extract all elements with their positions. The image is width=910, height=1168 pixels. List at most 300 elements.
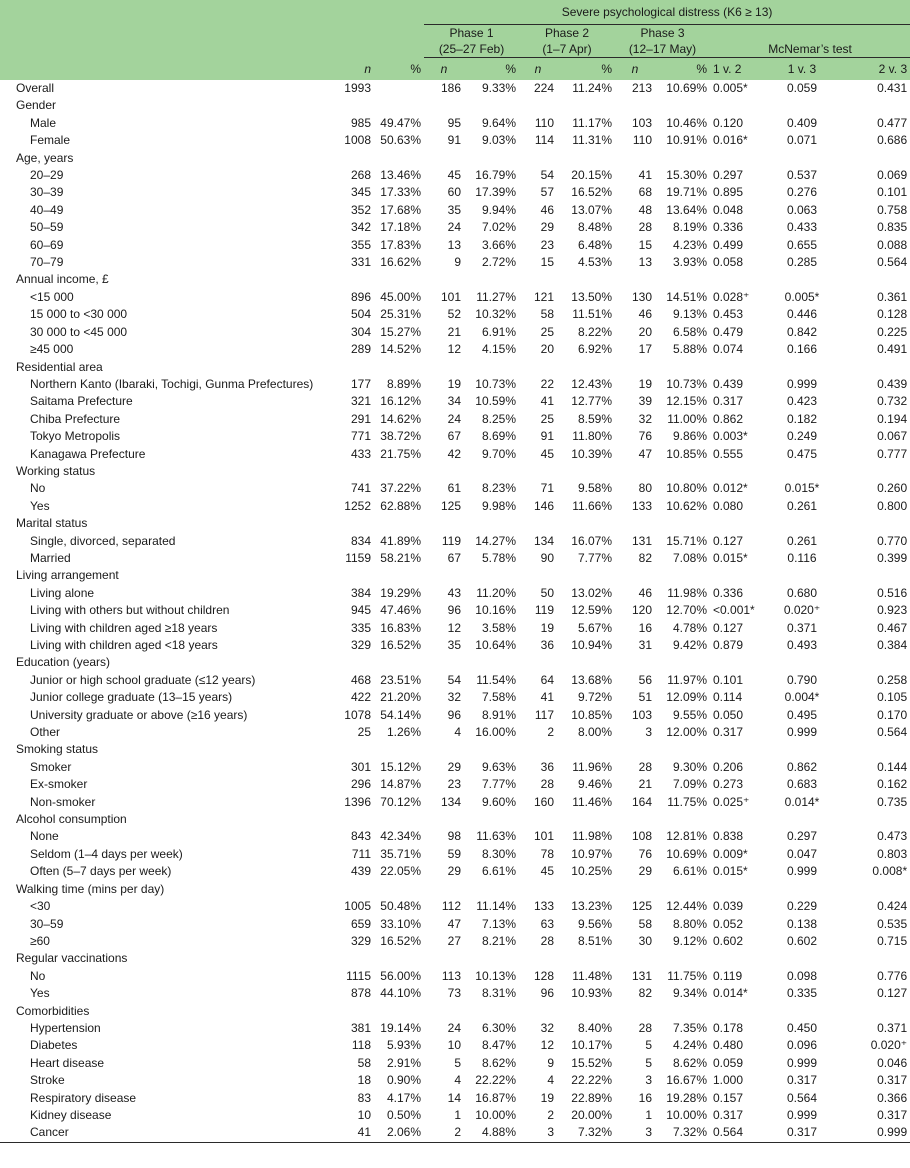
table-row [0, 167, 910, 184]
row-cell: 12 [447, 342, 461, 357]
row-cell: 13.68% [571, 672, 612, 687]
row-cell: 54 [447, 672, 461, 687]
row-cell: 8.19% [672, 220, 707, 235]
table-row [0, 550, 910, 567]
row-cell: 17.83% [380, 237, 421, 252]
row-cell: 8.59% [577, 411, 612, 426]
row-cell [374, 80, 424, 97]
row-cell [464, 1003, 519, 1020]
col-2v3: 2 v. 3 [832, 58, 910, 81]
row-cell [772, 463, 832, 480]
category-row [0, 654, 910, 671]
row-cell: 14.87% [380, 777, 421, 792]
col-1v3: 1 v. 3 [772, 58, 832, 81]
table-row [0, 306, 910, 323]
category-row [0, 463, 910, 480]
row-cell: 439 [350, 864, 371, 879]
row-cell: 63 [540, 916, 554, 931]
row-cell [464, 811, 519, 828]
row-cell [464, 463, 519, 480]
row-cell: 0.020⁺ [783, 603, 821, 618]
row-cell: 11.51% [572, 307, 612, 322]
row-cell: 0.120 [713, 115, 744, 130]
row-cell: 0.059 [786, 81, 818, 95]
row-cell: 17.33% [380, 185, 421, 200]
table-row [0, 1107, 910, 1124]
table-row [0, 898, 910, 915]
table-row [0, 585, 910, 602]
table-header [0, 0, 910, 80]
row-cell: 4 [454, 725, 461, 740]
row-cell: 0.067 [877, 429, 908, 444]
row-cell: 42 [447, 446, 461, 461]
table-row [0, 115, 910, 132]
row-cell [424, 271, 464, 288]
table-row [0, 341, 910, 358]
row-label: 30–59 [30, 916, 64, 931]
row-cell: 12.15% [666, 394, 707, 409]
row-cell [655, 811, 710, 828]
row-cell: 5.67% [577, 620, 612, 635]
row-cell: 0.178 [713, 1020, 744, 1035]
row-cell: 32 [447, 690, 461, 705]
row-cell: 0.260 [877, 481, 908, 496]
row-cell: 0.317 [713, 394, 744, 409]
row-cell: 0.182 [786, 411, 818, 426]
row-label: Diabetes [30, 1038, 78, 1053]
row-cell: 11.14% [476, 899, 516, 914]
row-cell: 0.317 [713, 725, 744, 740]
row-cell: 30 [638, 933, 652, 948]
row-cell: 20.00% [571, 1107, 612, 1122]
row-cell: 8.69% [481, 429, 516, 444]
row-cell: 32 [638, 411, 652, 426]
row-cell: 6.48% [577, 237, 612, 252]
row-cell: 80 [638, 481, 652, 496]
row-cell: 10.13% [475, 968, 516, 983]
row-cell: 101 [533, 829, 554, 844]
row-cell: 133 [533, 899, 554, 914]
col-p3-pct: % [655, 58, 710, 81]
row-cell: 23.51% [380, 672, 421, 687]
row-label: Other [30, 725, 61, 740]
row-cell [710, 881, 772, 898]
row-cell: 12.00% [666, 725, 707, 740]
row-cell: 0.516 [877, 585, 908, 600]
row-cell: 0.116 [787, 550, 817, 565]
row-cell [615, 811, 655, 828]
row-cell: 121 [533, 289, 554, 304]
row-cell: 11.31% [572, 133, 612, 148]
row-label: Seldom (1–4 days per week) [30, 846, 183, 861]
row-cell: 5 [645, 1055, 652, 1070]
row-cell: 9 [547, 1055, 554, 1070]
row-cell: 34 [447, 394, 461, 409]
row-cell: 0.555 [713, 446, 744, 461]
row-cell: 21.20% [380, 690, 421, 705]
row-cell [557, 463, 615, 480]
row-cell: 14.52% [380, 342, 421, 357]
row-cell: 22.05% [380, 864, 421, 879]
row-cell: 7.02% [481, 220, 516, 235]
row-cell: 9.60% [481, 794, 516, 809]
row-cell: 128 [533, 968, 554, 983]
row-cell [655, 881, 710, 898]
row-cell: 10.00% [475, 1107, 516, 1122]
row-label: University graduate or above (≥16 years) [30, 707, 248, 722]
row-cell: 41 [540, 690, 554, 705]
row-cell: 1 [454, 1107, 461, 1122]
row-cell: 119 [534, 603, 554, 618]
row-cell: 0.098 [786, 968, 818, 983]
row-cell: 16.79% [475, 168, 516, 183]
row-cell: 4.23% [672, 237, 707, 252]
row-cell: 8.30% [481, 846, 516, 861]
row-label: Non-smoker [30, 794, 96, 809]
row-cell [424, 1003, 464, 1020]
row-cell: 0.366 [877, 1090, 908, 1105]
row-label: Alcohol consumption [16, 812, 127, 827]
row-cell [557, 359, 615, 376]
row-cell: 3.93% [672, 255, 707, 270]
row-cell: 0.276 [786, 185, 818, 200]
row-cell: 76 [638, 429, 652, 444]
row-cell: 0.800 [877, 498, 908, 513]
row-label: None [30, 829, 59, 844]
row-label: Smoker [30, 759, 72, 774]
row-cell: 48 [638, 202, 652, 217]
row-cell: 19.29% [380, 585, 421, 600]
row-cell: 16.52% [571, 185, 612, 200]
row-cell: 1396 [344, 794, 371, 809]
row-cell: 18 [357, 1073, 371, 1088]
row-cell [519, 463, 557, 480]
row-label: Annual income, £ [16, 272, 109, 287]
row-cell [464, 881, 519, 898]
row-cell [328, 654, 374, 671]
row-cell: 113 [441, 968, 461, 983]
row-cell: 9.55% [672, 707, 707, 722]
row-cell: 945 [350, 603, 371, 618]
row-cell: 0.127 [713, 533, 744, 548]
row-cell: 186 [440, 81, 461, 95]
row-cell: 9.64% [481, 115, 516, 130]
row-label: Yes [30, 498, 50, 513]
row-cell: 0.493 [786, 638, 818, 652]
row-cell [832, 567, 910, 584]
row-cell: 114 [534, 133, 554, 148]
row-cell: 0.473 [877, 829, 908, 844]
row-label: Junior or high school graduate (≤12 years) [30, 672, 256, 687]
row-cell: 741 [350, 481, 371, 496]
row-cell: 0.999 [786, 864, 818, 879]
row-cell: 25.31% [380, 307, 421, 322]
row-cell [710, 463, 772, 480]
row-cell: 289 [350, 342, 371, 357]
row-cell: 422 [350, 690, 371, 705]
col-p2-pct: % [557, 58, 615, 81]
row-cell: 0.039 [713, 899, 744, 914]
row-cell: 0.119 [713, 968, 743, 983]
table-row [0, 828, 910, 845]
row-cell: 0.999 [786, 725, 818, 740]
table-row [0, 985, 910, 1002]
row-cell: 10.25% [571, 864, 612, 879]
row-cell: 28 [540, 933, 554, 948]
row-cell: 28 [540, 777, 554, 792]
row-cell [772, 515, 832, 532]
row-cell: 0.923 [877, 603, 908, 618]
row-label: Working status [16, 463, 96, 478]
row-cell: 41 [328, 1124, 374, 1142]
row-cell: 96 [447, 603, 461, 618]
row-cell: 342 [350, 220, 371, 235]
row-cell: 29 [447, 759, 461, 774]
row-cell: 213 [631, 81, 652, 95]
row-label: No [30, 481, 46, 496]
row-cell: 659 [350, 916, 371, 931]
row-cell [615, 1003, 655, 1020]
row-cell: 0.371 [786, 620, 818, 635]
row-cell: 56.00% [380, 968, 421, 983]
table-row [0, 428, 910, 445]
row-cell [557, 150, 615, 167]
row-cell [832, 881, 910, 898]
row-cell: 0.564 [710, 1124, 772, 1142]
row-cell: 0.862 [713, 411, 744, 426]
row-label: Junior college graduate (13–15 years) [30, 690, 233, 705]
table-row [0, 1124, 910, 1142]
table-row [0, 602, 910, 619]
row-cell: 13.07% [571, 202, 612, 217]
row-cell: 21.75% [380, 446, 421, 461]
table-row [0, 1037, 910, 1054]
row-cell: 19 [540, 620, 554, 635]
row-cell: 3 [645, 725, 652, 740]
row-cell: 10.39% [571, 446, 612, 461]
row-cell: 13 [447, 237, 461, 252]
row-cell [772, 359, 832, 376]
row-cell: 38.72% [380, 429, 421, 444]
row-cell: 6.61% [481, 864, 516, 879]
row-cell: 11.75% [667, 794, 707, 809]
row-cell: 0.777 [877, 446, 908, 461]
table-body [0, 80, 910, 1142]
row-label: 30 000 to <45 000 [30, 324, 128, 339]
row-cell: 46 [638, 307, 652, 322]
row-cell [615, 150, 655, 167]
row-cell: 0.453 [713, 307, 744, 322]
row-cell [374, 271, 424, 288]
row-cell: 67 [447, 550, 461, 565]
row-label: Male [30, 115, 57, 130]
row-cell: 10.73% [475, 376, 516, 391]
row-cell [519, 515, 557, 532]
row-cell [615, 654, 655, 671]
row-cell: 13.46% [380, 168, 421, 183]
row-label: 60–69 [30, 237, 64, 252]
row-cell: 0.105 [877, 690, 908, 705]
row-cell: 345 [350, 185, 371, 200]
row-cell: 0.399 [877, 550, 908, 565]
row-cell: 117 [534, 707, 554, 722]
row-cell: 10.85% [666, 446, 707, 461]
row-cell: 96 [447, 707, 461, 722]
row-cell: 0.680 [786, 585, 818, 600]
row-label: ≥60 [30, 933, 50, 948]
row-cell: 0.005* [784, 289, 820, 304]
row-cell [655, 515, 710, 532]
row-cell: 19.71% [666, 185, 707, 200]
row-cell [832, 1003, 910, 1020]
col-p3-n: n [615, 58, 655, 81]
row-cell: 11.48% [572, 968, 612, 983]
row-cell: 19 [540, 1090, 554, 1105]
row-cell: 3.66% [481, 237, 516, 252]
row-cell: 58 [638, 916, 652, 931]
row-cell: 9.70% [481, 446, 516, 461]
row-cell: 985 [350, 115, 371, 130]
table-row [0, 707, 910, 724]
row-cell: 12 [447, 620, 461, 635]
row-cell: 16.52% [380, 933, 421, 948]
row-cell: 0.162 [877, 777, 908, 792]
row-cell: 0.732 [877, 394, 908, 409]
row-label: <15 000 [30, 289, 74, 304]
row-cell [655, 741, 710, 758]
row-label: Overall [16, 81, 55, 95]
table-row [0, 237, 910, 254]
row-cell [557, 950, 615, 967]
row-cell: 0.012* [713, 481, 748, 496]
table-row [0, 1072, 910, 1089]
row-cell [328, 97, 374, 114]
row-cell: 146 [533, 498, 554, 513]
row-cell: 0.101 [713, 672, 744, 687]
row-cell: 103 [631, 707, 652, 722]
row-cell [655, 654, 710, 671]
row-cell: 0.895 [713, 185, 744, 200]
row-cell: 0.128 [877, 307, 908, 322]
row-cell: 0.258 [877, 672, 908, 687]
row-cell: 0.170 [877, 707, 908, 722]
row-cell: 433 [350, 446, 371, 461]
category-row [0, 950, 910, 967]
row-label: Northern Kanto (Ibaraki, Tochigi, Gunma Prefectures) [30, 376, 314, 391]
row-cell: 0.127 [877, 986, 908, 1001]
row-cell: 14.51% [666, 289, 707, 304]
row-cell: 134 [533, 533, 554, 548]
row-cell: 82 [638, 986, 652, 1001]
row-cell: 19 [447, 376, 461, 391]
row-cell: 2.91% [386, 1055, 421, 1070]
row-cell: 0.138 [786, 916, 818, 931]
row-cell: 3 [645, 1073, 652, 1088]
row-cell: 67 [447, 429, 461, 444]
phase2-header: Phase 2 [519, 25, 615, 42]
row-cell: 10.69% [666, 846, 707, 861]
row-cell: 37.22% [380, 481, 421, 496]
row-cell: 6.58% [672, 324, 707, 339]
row-cell [655, 359, 710, 376]
row-cell [557, 881, 615, 898]
row-cell: <0.001* [713, 603, 755, 618]
row-cell: 0.069 [877, 168, 908, 183]
row-cell: 8.23% [481, 481, 516, 496]
row-cell [655, 271, 710, 288]
row-cell: 12 [540, 1038, 554, 1053]
row-label: 15 000 to <30 000 [30, 307, 128, 322]
row-cell: 878 [350, 986, 371, 1001]
row-cell: 24 [447, 1020, 461, 1035]
row-cell: 83 [357, 1090, 371, 1105]
row-label: Age, years [16, 150, 74, 165]
row-label: Married [30, 550, 71, 565]
row-cell: 1008 [344, 133, 371, 148]
row-label: 20–29 [30, 168, 64, 183]
row-cell: 7.32% [655, 1124, 710, 1142]
row-cell: 0.602 [713, 933, 744, 948]
row-cell: 101 [440, 289, 461, 304]
row-cell: 110 [534, 115, 554, 130]
row-cell: 78 [540, 846, 554, 861]
row-cell: 15.52% [571, 1055, 612, 1070]
row-cell: 0.715 [877, 933, 908, 948]
row-cell: 7.35% [672, 1020, 707, 1035]
row-cell: 0.059 [713, 1055, 744, 1070]
row-cell: 0.047 [786, 846, 818, 861]
row-cell: 0.063 [786, 202, 818, 217]
row-cell: 9.94% [481, 202, 516, 217]
table-row [0, 620, 910, 637]
row-cell [374, 654, 424, 671]
row-cell [374, 97, 424, 114]
row-cell: 0.020⁺ [870, 1038, 908, 1053]
row-cell [328, 881, 374, 898]
row-cell: 13 [638, 255, 652, 270]
row-cell: 296 [350, 777, 371, 792]
row-cell [557, 97, 615, 114]
row-cell [519, 150, 557, 167]
row-cell: 352 [350, 202, 371, 217]
row-cell: 10.64% [475, 638, 516, 652]
row-cell: 130 [631, 289, 652, 304]
row-cell: 12.09% [666, 690, 707, 705]
row-cell: 0.735 [877, 794, 908, 809]
row-cell: 8.89% [386, 376, 421, 391]
row-cell: 13.23% [571, 899, 612, 914]
row-cell [424, 150, 464, 167]
row-cell [772, 1003, 832, 1020]
row-cell: 268 [350, 168, 371, 183]
row-cell [519, 950, 557, 967]
row-cell: 0.683 [786, 777, 818, 792]
row-cell: 10.62% [666, 498, 707, 513]
col-p2-n: n [519, 58, 557, 81]
row-cell: 9.13% [672, 307, 707, 322]
row-cell: 43 [447, 585, 461, 600]
row-cell [772, 97, 832, 114]
row-cell: 321 [350, 394, 371, 409]
row-cell: 9.63% [481, 759, 516, 774]
row-cell: 0.479 [713, 324, 744, 339]
row-cell: 82 [638, 550, 652, 565]
row-cell: 896 [350, 289, 371, 304]
row-cell: 10.94% [571, 638, 612, 652]
table-row [0, 184, 910, 201]
table-row [0, 132, 910, 149]
category-row [0, 271, 910, 288]
